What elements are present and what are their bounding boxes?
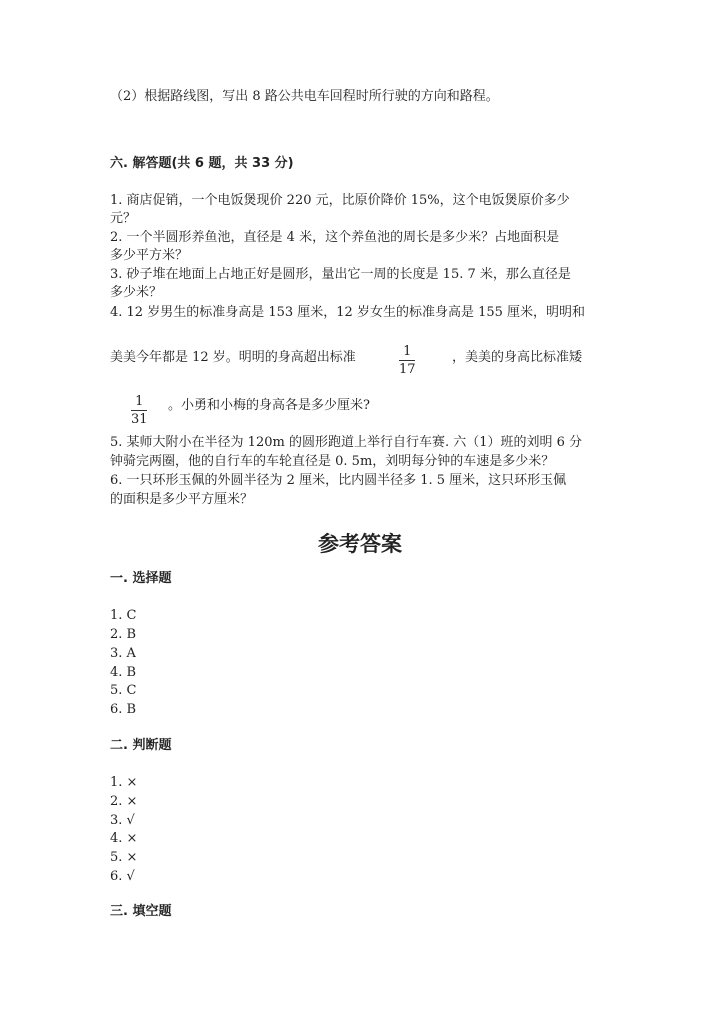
answer-item: 6. √ xyxy=(110,869,135,884)
fraction-1-31 xyxy=(131,394,148,427)
q-line: 1. 商店促销，一个电饭煲现价 220 元，比原价降价 15%，这个电饭煲原价多少 xyxy=(110,193,570,208)
section6-heading: 六. 解答题(共 6 题，共 33 分) xyxy=(110,156,294,171)
answer-item: 1. × xyxy=(110,775,138,790)
answer-item: 5. × xyxy=(110,850,138,865)
q4-line2-b: ，美美的身高比标准矮 xyxy=(452,350,583,365)
answer-item: 3. A xyxy=(110,646,136,661)
fraction-bar xyxy=(399,360,415,361)
q4-line2-a: 美美今年都是 12 岁。明明的身高超出标准 xyxy=(110,350,356,365)
answers-title: 参考答案 xyxy=(318,532,402,556)
answer-item: 4. B xyxy=(110,665,137,680)
q-line: 多少平方米？ xyxy=(110,248,189,263)
q-line: 3. 砂子堆在地面上占地正好是圆形，量出它一周的长度是 15. 7 米，那么直径是 xyxy=(110,267,571,282)
answer-item: 1. C xyxy=(110,608,137,623)
q-line: 6. 一只环形玉佩的外圆半径为 2 厘米，比内圆半径多 1. 5 厘米，这只环形玉佩 xyxy=(110,473,567,488)
answer-item: 4. × xyxy=(110,831,138,846)
answers-s2-heading: 二. 判断题 xyxy=(110,738,172,753)
q-line: 5. 某师大附小在半径为 120m 的圆形跑道上举行自行车赛. 六（1）班的刘明 6 分 xyxy=(110,435,583,450)
q4-line3: 。小勇和小梅的身高各是多少厘米? xyxy=(168,398,370,413)
q-line: 钟骑完两圈，他的自行车的车轮直径是 0. 5m，刘明每分钟的车速是多少米？ xyxy=(110,454,555,469)
answers-s1-heading: 一. 选择题 xyxy=(110,571,172,586)
q-line: 多少米？ xyxy=(110,285,163,300)
fraction-bar xyxy=(131,410,147,411)
answer-item: 3. √ xyxy=(110,813,135,828)
q-line: 元？ xyxy=(110,211,137,226)
prev-question: （2）根据路线图，写出 8 路公共电车回程时所行驶的方向和路程。 xyxy=(110,89,499,104)
q-line: 4. 12 岁男生的标准身高是 153 厘米，12 岁女生的标准身高是 155 厘米，明明和 xyxy=(110,305,586,320)
denominator: 31 xyxy=(131,412,148,427)
denominator: 17 xyxy=(399,362,416,377)
answers-s3-heading: 三. 填空题 xyxy=(110,904,172,919)
numerator: 1 xyxy=(135,394,144,409)
answer-item: 2. B xyxy=(110,627,137,642)
q-line: 2. 一个半圆形养鱼池，直径是 4 米，这个养鱼池的周长是多少米？占地面积是 xyxy=(110,230,560,245)
q-line: 的面积是多少平方厘米？ xyxy=(110,492,254,507)
answer-item: 2. × xyxy=(110,794,138,809)
answer-item: 6. B xyxy=(110,702,137,717)
fraction-1-17 xyxy=(399,344,416,377)
answer-item: 5. C xyxy=(110,683,137,698)
numerator: 1 xyxy=(403,344,412,359)
